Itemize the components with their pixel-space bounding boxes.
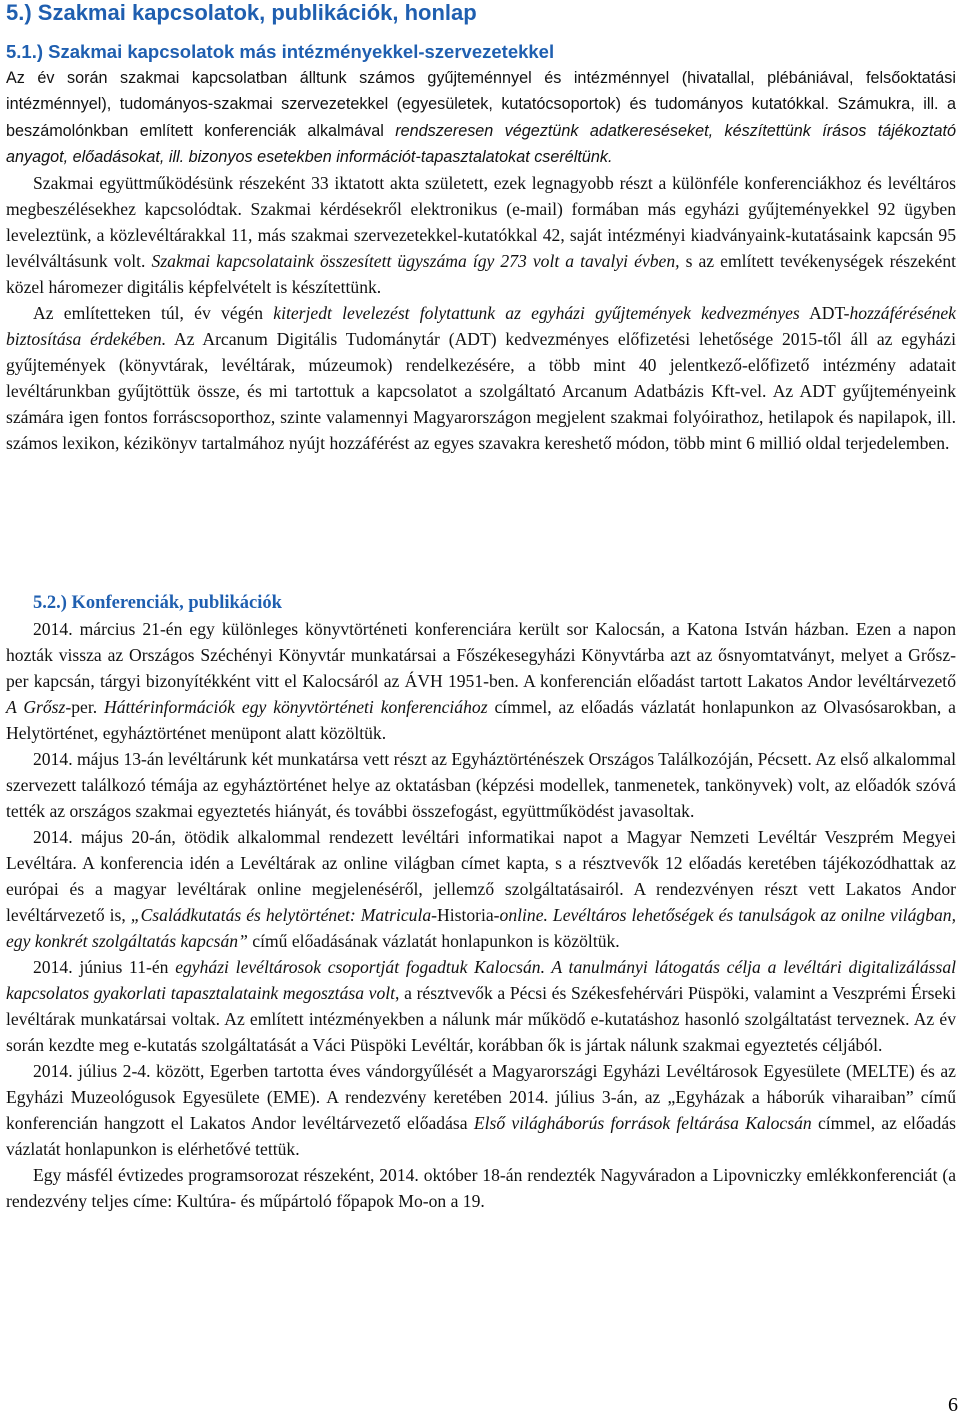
section-5-1-paragraph-3: Az említetteken túl, év végén kiterjedt levelezést folytattunk az egyházi gyűjtemények kedvezményes ADT-hozzáférésének biztosítása érdekében. Az Arcanum Digitális Tudománytár (ADT) kedvezményes előfizetési lehetősége 2015-től áll az egyházi gyűjtemények (könyvtárak, levéltárak, múzeumok) rendelkezésére, a több mint 40 jelentkező-előfizető intézmény adatait levéltárunkban gyűjtöttük össze, és mi tartottuk a kapcsolatot a szolgáltató Arcanum Adatbázis Kft-vel. Az ADT gyűjteményeink számára igen fontos forráscsoporthoz, szinte valamennyi Magyarországon megjelent szakmai folyóirathoz, hetilapok és napilapok, ill. számos lexikon, kézikönyv tartalmához nyújt hozzáférést az egyes szavakra kereshető módon, több mint 6 millió oldal terjedelemben. — [6, 303, 956, 454]
section-5-1-paragraph-2: Szakmai együttműködésünk részeként 33 iktatott akta született, ezek legnagyobb részt a különféle konferenciákhoz és levéltáros megbeszélésekhez kapcsolódtak. Szakmai kérdésekről elektronikus (e-mail) formában más egyházi gyűjteményekkel 92 ügyben leveleztünk, a közlevéltárakkal 11, más szakmai szervezetekkel-kutatókkal 42, saját intézményi kiadványaink-kutatásaink kapcsán 95 levélváltásunk volt. Szakmai kapcsolataink összesített ügyszáma így 273 volt a tavalyi évben, s az említett tevékenységek részeként közel háromezer digitális képfelvételt is készítettünk. — [6, 173, 957, 298]
section-5-2-paragraph-3: 2014. május 20-án, ötödik alkalommal rendezett levéltári informatikai napot a Magyar Nemzeti Levéltár Veszprém Megyei Levéltára. A konferencia idén a Levéltárak az online világban címet kapta, s a résztvevők 12 előadás keretében tájékozódhattak az európai és a magyar levéltárak online megjelenéséről, jellemző szolgáltatásairól. A rendezvényen részt vett Lakatos Andor levéltárvezető is, „Családkutatás és helytörténet: Matricula-Historia-online. Levéltáros lehetőségek és tanulságok az onilne világban, egy konkrét szolgáltatás kapcsán” című előadásának vázlatát honlapunkon is közöltük. — [6, 827, 956, 951]
section-5-1 — [6, 39, 956, 456]
section-5-2-paragraph-6: Egy másfél évtizedes programsorozat részeként, 2014. október 18-án rendezték Nagyváradon a Lipovniczky emlékkonferenciát (a rendezvény teljes címe: Kultúra- és műpártoló főpapok Mo-on a 19. — [6, 1165, 956, 1211]
page-number: 6 — [948, 1394, 958, 1416]
section-5-2-paragraph-2: 2014. május 13-án levéltárunk két munkatársa vett részt az Egyháztörténészek Országos Találkozóján, Pécsett. Az első alkalommal szervezett találkozó témája az egyháztörténet helye az oktatásban (képzési modellek, tanmenetek, tankönyvek) volt, az előadók szóvá tették az országos szakmai egyeztetés hiányát, és további összefogást, együttműködést javasoltak. — [6, 749, 956, 821]
chapter-heading: 5.) Szakmai kapcsolatok, publikációk, honlap — [6, 0, 477, 25]
section-5-2 — [6, 590, 956, 1214]
section-5-2-paragraph-4: 2014. június 11-én egyházi levéltárosok csoportját fogadtuk Kalocsán. A tanulmányi látogatás célja a levéltári digitalizálással kapcsolatos gyakorlati tapasztalataink megosztása volt, a résztvevők a Pécsi és Székesfehérvári Püspöki, valamint a Veszprémi Érseki levéltárak munkatársai voltak. Az említett intézményekben a nálunk már működő e-kutatáshoz hasonló szolgáltatást terveznek. Az év során kezdte meg e-kutatás szolgáltatását a Váci Püspöki Levéltár, korábban ők is jártak nálunk szakmai egyeztetés céljából. — [6, 957, 957, 1055]
section-5-2-paragraph-1: 2014. március 21-én egy különleges könyvtörténeti konferenciára került sor Kalocsán, a Katona István házban. Ezen a napon hozták vissza az Országos Széchényi Könyvtár munkatársai a Főszékesegyházi Könyvtárba azt az ősnyomtatványt, melyet a Grősz-per kapcsán, tárgyi bizonyítékként vitt el Kalocsáról az ÁVH 1951-ben. A konferencián előadást tartott Lakatos Andor levéltárvezető A Grősz-per. Háttérinformációk egy könyvtörténeti konferenciához címmel, az előadás vázlatát honlapunkon az Olvasósarokban, a Helytörténet, egyháztörténet menüpont alatt közöltük. — [6, 619, 956, 743]
section-5-2-paragraph-5: 2014. július 2-4. között, Egerben tartotta éves vándorgyűlését a Magyarországi Egyházi Levéltárosok Egyesülete (MELTE) és az Egyházi Muzeológusok Egyesülete (EME). A rendezvény keretében 2014. július 3-án, az „Egyházak a háborúk viharaiban” című konferencián hangzott el Lakatos Andor levéltárvezető előadása Első világháborús források feltárása Kalocsán címmel, az előadás vázlatát honlapunkon is elérhetővé tettük. — [6, 1061, 957, 1159]
section-5-1-paragraph-1: Az év során szakmai kapcsolatban álltunk számos gyűjteménnyel és intézménnyel (hivatallal, plébániával, felsőoktatási intézménnyel), tudományos-szakmai szervezetekkel (egyesületek, kutatócsoportok) és tudományos kutatókkal. Számukra, ill. a beszámolónkban említett konferenciák alkalmával rendszeresen végeztünk adatkereséseket, készítettünk írásos tájékoztató anyagot, előadásokat, ill. bizonyos esetekben információt-tapasztalatokat cseréltünk. — [6, 69, 956, 166]
section-5-1-heading: 5.1.) Szakmai kapcsolatok más intézményekkel-szervezetekkel — [6, 41, 555, 62]
section-5-2-heading: 5.2.) Konferenciák, publikációk — [33, 593, 282, 613]
